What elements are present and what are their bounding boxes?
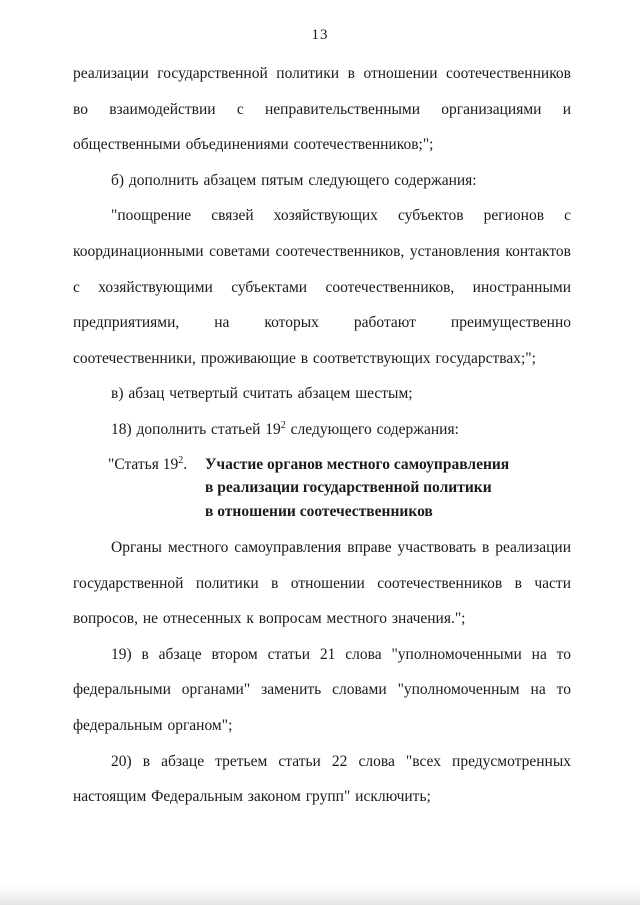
item-18-text: 18) дополнить статьей 19 — [111, 420, 281, 438]
subitem-v: в) абзац четвертый считать абзацем шестым; — [111, 385, 413, 403]
item-18-text-after: следующего содержания: — [285, 420, 459, 438]
paragraph-encourage-quote: "поощрение связей хозяйствующих субъектов регионов с координационными советами соотечественников, установления контактов с хозяйствующими субъектами соотечественников, иностранными предприятиями, на которых работают преимущественно соотечественники, проживающие в соответствующих государствах;"; — [73, 207, 571, 367]
paragraph-continuation: реализации государственной политики в отношении соотечественников во взаимодействии с неправительственными организациями и общественными объединениями соотечественников;"; — [73, 65, 571, 154]
article-label-text: "Статья 19 — [108, 455, 179, 473]
subitem-b: б) дополнить абзацем пятым следующего содержания: — [111, 171, 477, 189]
item-20: 20) в абзаце третьем статьи 22 слова "всех предусмотренных настоящим Федеральным законом групп" исключить; — [73, 752, 571, 806]
page-bottom-shadow — [0, 885, 640, 905]
page-number: 13 — [311, 27, 329, 43]
article-title-line-2: в реализации государственной политики — [205, 479, 492, 497]
item-18 — [73, 412, 571, 448]
article-19-2-title — [205, 453, 509, 524]
item-19: 19) в абзаце втором статьи 21 слова "уполномоченными на то федеральными органами" заменить словами "уполномоченным на то федеральным органом"; — [73, 645, 571, 734]
article-19-2-heading — [73, 453, 571, 524]
article-19-2-label — [108, 453, 205, 477]
document-content — [73, 56, 571, 815]
paragraph-local-government: Органы местного самоуправления вправе участвовать в реализации государственной политики в отношении соотечественников в части вопросов, не отнесенных к вопросам местного значения."; — [73, 539, 571, 628]
item-18-superscript: 2 — [280, 419, 286, 431]
article-title-line-3: в отношении соотечественников — [205, 502, 433, 520]
article-label-superscript: 2 — [178, 454, 184, 466]
article-title-line-1: Участие органов местного самоуправления — [205, 455, 510, 473]
article-label-dot: . — [183, 455, 188, 473]
